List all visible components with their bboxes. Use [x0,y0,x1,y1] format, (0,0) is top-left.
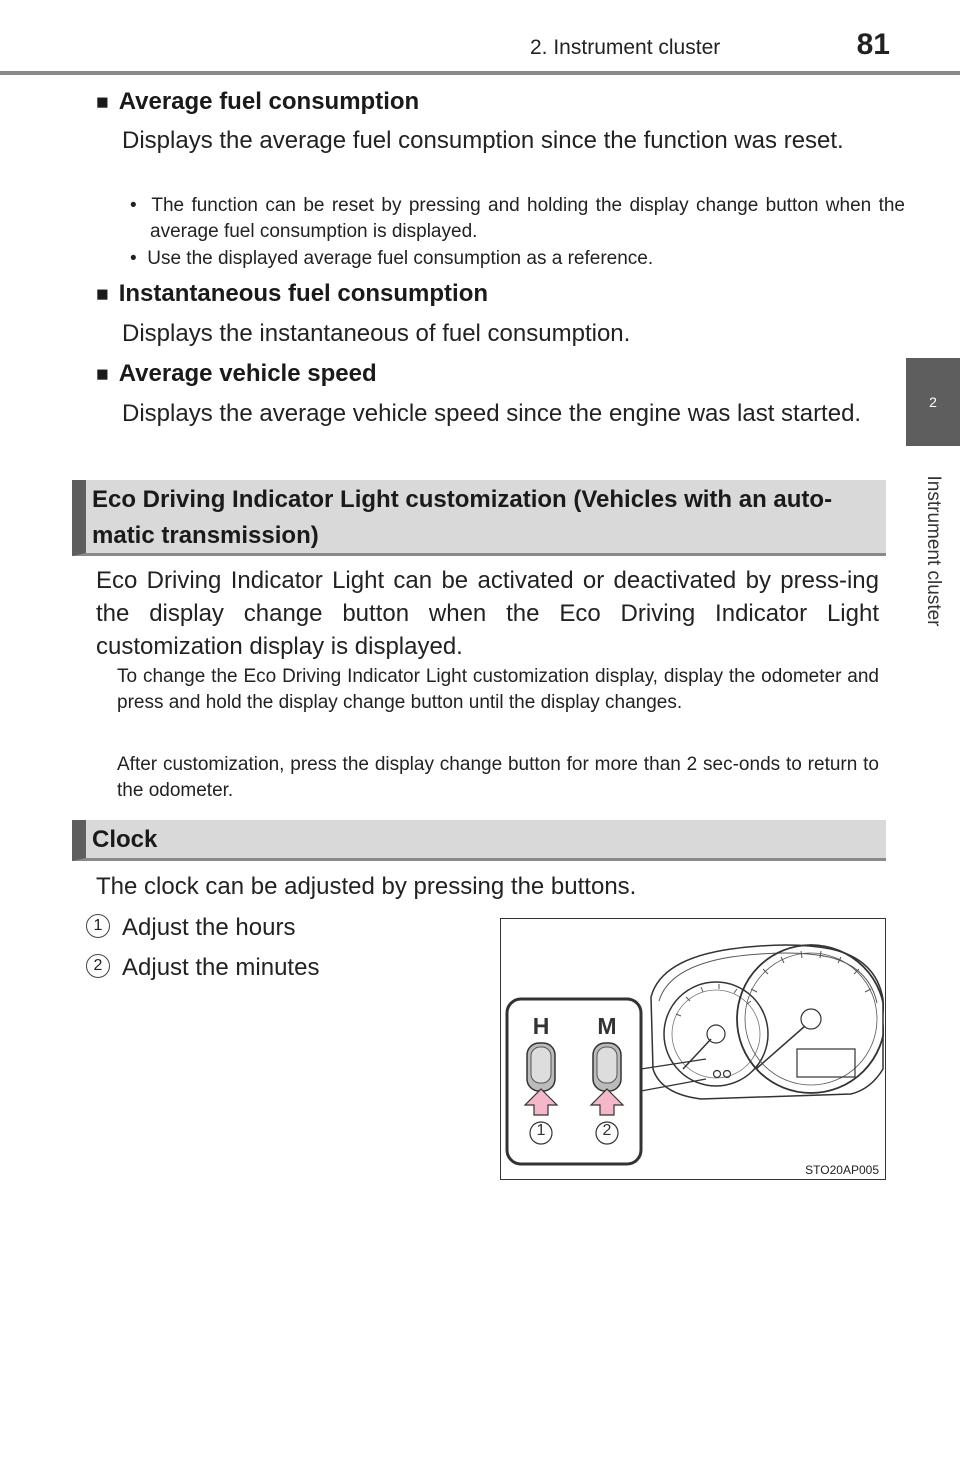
section-title: 2. Instrument cluster [530,36,721,59]
avg-fuel-bullet-1: • The function can be reset by pressing and holding the display change button when the average fuel consumption is displayed. [130,195,905,242]
eco-section-title-line1: Eco Driving Indicator Light customization (Vehicles with an auto- [92,486,833,513]
clock-section-title: Clock [92,826,158,853]
clock-item-2-label: Adjust the minutes [122,954,320,981]
square-bullet-icon: ■ [96,363,109,386]
avg-speed-heading [96,360,377,388]
item-number-1: 1 [86,914,110,938]
avg-fuel-bullet-2: • Use the displayed average fuel consumption as a reference. [130,248,654,269]
eco-body: Eco Driving Indicator Light can be activated or deactivated by press-ing the display change button when the Eco Driving Indicator Light customization display is displayed. [96,567,879,660]
hour-button-label: H [532,1013,550,1039]
eco-section-bar [72,480,886,556]
avg-fuel-text: Displays the average fuel consumption since the function was reset. [122,127,844,154]
avg-speed-text: Displays the average vehicle speed since the engine was last started. [122,400,862,427]
chapter-tab-label: Instrument cluster [923,475,944,627]
inst-fuel-heading-text: Instantaneous fuel consumption [118,280,489,307]
avg-speed-heading-text: Average vehicle speed [118,360,377,387]
clock-body: The clock can be adjusted by pressing the buttons. [96,873,637,900]
header-rule [0,71,960,75]
eco-note-1: To change the Eco Driving Indicator Light customization display, display the odometer and press and hold the display change button until the display changes. [117,666,879,713]
eco-note-2: After customization, press the display change button for more than 2 sec-onds to return to the odometer. [117,754,879,801]
figure-callout-2: 2 [602,1122,612,1139]
inst-fuel-text: Displays the instantaneous of fuel consumption. [122,320,631,347]
inst-fuel-heading [96,280,488,308]
clock-item-1-label: Adjust the hours [122,914,296,941]
avg-fuel-heading [96,88,419,116]
eco-section-title-line2: matic transmission) [92,522,319,549]
instrument-cluster-illustration [501,919,884,1178]
square-bullet-icon: ■ [96,283,109,306]
clock-adjust-figure [500,918,886,1180]
chapter-tab-number: 2 [906,358,960,446]
chapter-tab [906,446,960,656]
page-number: 81 [856,28,890,61]
square-bullet-icon: ■ [96,91,109,114]
clock-section-bar [72,820,886,861]
figure-callout-1: 1 [536,1122,546,1139]
figure-code: STO20AP005 [805,1163,879,1177]
minute-button-label: M [597,1013,617,1039]
avg-fuel-heading-text: Average fuel consumption [118,88,420,115]
item-number-2: 2 [86,954,110,978]
